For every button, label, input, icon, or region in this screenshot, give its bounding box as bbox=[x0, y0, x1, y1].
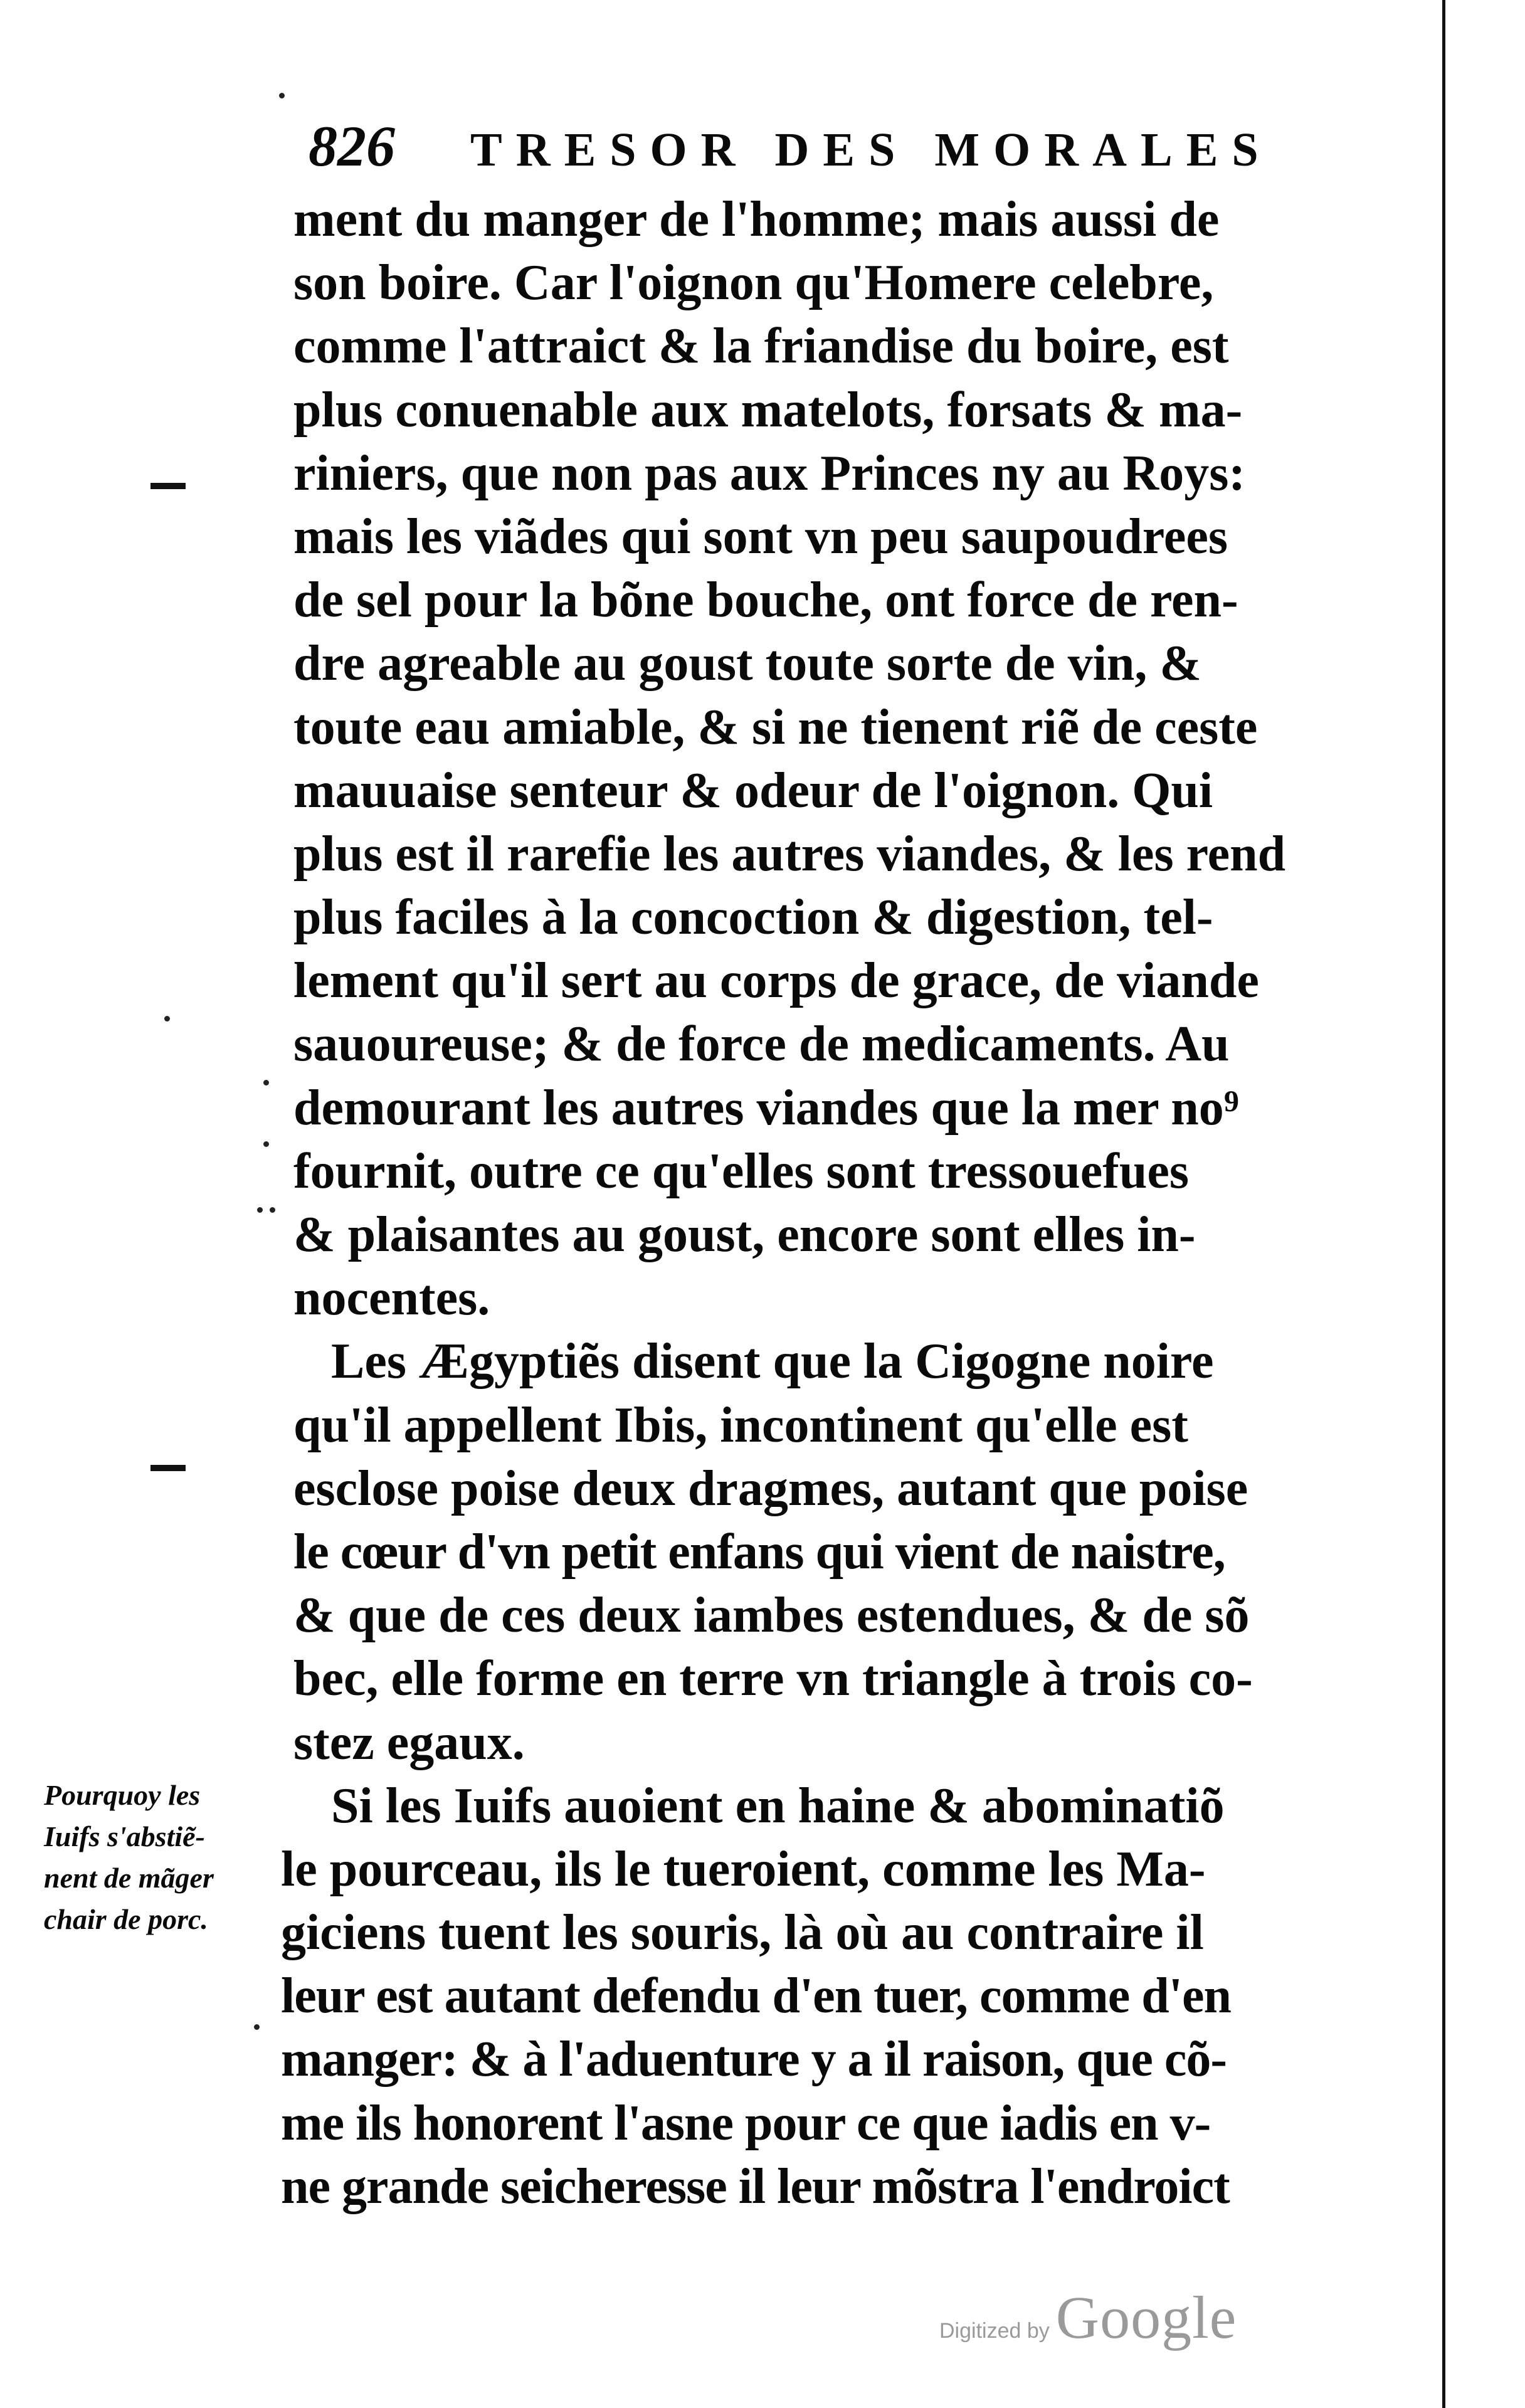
text-line: comme l'attraict & la friandise du boire, est bbox=[293, 319, 1229, 374]
text-line: nocentes. bbox=[293, 1270, 490, 1326]
margin-dash-mark bbox=[150, 483, 186, 489]
digitized-by-label: Digitized by bbox=[939, 2319, 1050, 2343]
text-line: giciens tuent les souris, là où au contraire il bbox=[281, 1905, 1204, 1961]
ink-speck bbox=[254, 2024, 260, 2030]
ink-speck bbox=[270, 1207, 275, 1213]
body-text bbox=[281, 188, 1334, 2219]
margin-note bbox=[44, 1775, 282, 1940]
google-logo: Google bbox=[1055, 2284, 1237, 2351]
scan-edge-tick bbox=[1442, 0, 1445, 14]
text-line: son boire. Car l'oignon qu'Homere celebre, bbox=[293, 255, 1214, 311]
text-line: fournit, outre ce qu'elles sont tressouefues bbox=[293, 1143, 1190, 1199]
text-line: esclose poise deux dragmes, autant que poise bbox=[293, 1460, 1248, 1516]
text-line: bec, elle forme en terre vn triangle à trois co- bbox=[293, 1651, 1253, 1707]
text-line: & que de ces deux iambes estendues, & de sõ bbox=[293, 1588, 1250, 1644]
text-line: ment du manger de l'homme; mais aussi de bbox=[293, 192, 1220, 247]
text-line: stez egaux. bbox=[293, 1714, 525, 1770]
text-line: plus est il rarefie les autres viandes, & les rend bbox=[293, 826, 1286, 882]
text-line: riniers, que non pas aux Princes ny au Roys: bbox=[293, 445, 1245, 501]
text-line: manger: & à l'aduenture y a il raison, que cõ- bbox=[281, 2032, 1227, 2088]
ink-speck bbox=[257, 1207, 263, 1213]
text-line: mais les viãdes qui sont vn peu saupoudrees bbox=[293, 509, 1228, 564]
margin-dash-mark bbox=[150, 1465, 186, 1471]
margin-note-line: Pourquoy les bbox=[44, 1779, 201, 1811]
paragraph-start-line: Les Ægyptiẽs disent que la Cigogne noire bbox=[331, 1334, 1214, 1390]
digitization-watermark bbox=[939, 2283, 1237, 2352]
text-line: me ils honorent l'asne pour ce que iadis en v- bbox=[281, 2095, 1211, 2151]
text-line: & plaisantes au goust, encore sont elles in- bbox=[293, 1207, 1196, 1262]
ink-speck bbox=[263, 1141, 269, 1147]
running-title: TRESOR DES MORALES bbox=[470, 124, 1272, 176]
page-number: 826 bbox=[309, 114, 395, 178]
scan-edge-line bbox=[1442, 0, 1445, 2408]
ink-speck bbox=[279, 93, 285, 98]
text-line: demourant les autres viandes que la mer no⁹ bbox=[293, 1080, 1239, 1136]
paragraph-start-line: Si les Iuifs auoient en haine & abominatiõ bbox=[331, 1778, 1225, 1834]
text-line: plus conuenable aux matelots, forsats & ma- bbox=[293, 382, 1243, 438]
text-line: leur est autant defendu d'en tuer, comme d'en bbox=[281, 1968, 1231, 2024]
text-line: le cœur d'vn petit enfans qui vient de naistre, bbox=[293, 1524, 1225, 1580]
text-line: plus faciles à la concoction & digestion, tel- bbox=[293, 890, 1213, 946]
page-header bbox=[309, 113, 1337, 201]
text-line: mauuaise senteur & odeur de l'oignon. Qui bbox=[293, 763, 1213, 818]
ink-speck bbox=[263, 1080, 269, 1085]
text-line: toute eau amiable, & si ne tienent riẽ de ceste bbox=[293, 699, 1258, 755]
text-line: qu'il appellent Ibis, incontinent qu'elle est bbox=[293, 1397, 1188, 1453]
text-line: lement qu'il sert au corps de grace, de viande bbox=[293, 953, 1259, 1009]
text-line: sauoureuse; & de force de medicaments. Au bbox=[293, 1017, 1230, 1072]
text-line: ne grande seicheresse il leur mõstra l'endroict bbox=[281, 2158, 1230, 2214]
text-line: de sel pour la bõne bouche, ont force de ren- bbox=[293, 573, 1238, 628]
margin-note-line: nent de mãger bbox=[44, 1862, 214, 1894]
margin-note-line: Iuifs s'abstiẽ- bbox=[44, 1820, 205, 1852]
text-line: dre agreable au goust toute sorte de vin, & bbox=[293, 636, 1202, 692]
text-line: le pourceau, ils le tueroient, comme les Ma- bbox=[281, 1841, 1206, 1897]
margin-note-line: chair de porc. bbox=[44, 1903, 208, 1935]
ink-speck bbox=[164, 1016, 170, 1022]
